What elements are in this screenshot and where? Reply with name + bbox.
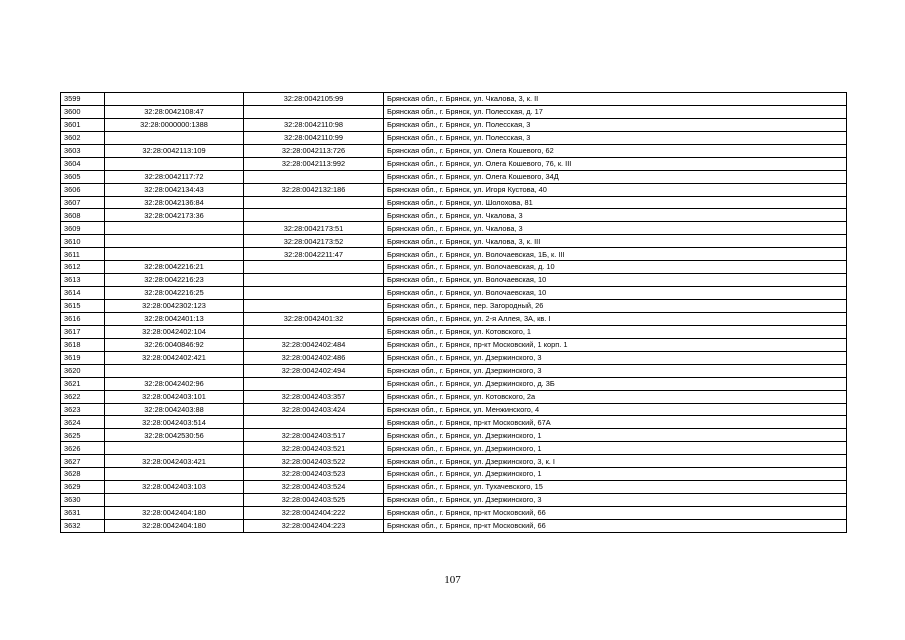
cadastral-number-cell	[105, 222, 244, 235]
record-number-cell: 3632	[61, 519, 105, 532]
table-row	[61, 403, 847, 416]
cadastral-number-cell: 32:28:0042134:43	[105, 183, 244, 196]
address-cell: Брянская обл., г. Брянск, ул. Полесская, 3	[384, 131, 847, 144]
table-row	[61, 351, 847, 364]
record-number-cell: 3626	[61, 442, 105, 455]
address-cell: Брянская обл., г. Брянск, ул. Волочаевская, 10	[384, 274, 847, 287]
table-row	[61, 519, 847, 532]
related-cadastral-number-cell	[244, 300, 384, 313]
related-cadastral-number-cell: 32:28:0042113:992	[244, 157, 384, 170]
address-cell: Брянская обл., г. Брянск, ул. Волочаевская, д. 10	[384, 261, 847, 274]
address-cell: Брянская обл., г. Брянск, ул. Дзержинского, 1	[384, 429, 847, 442]
record-number-cell: 3602	[61, 131, 105, 144]
record-number-cell: 3614	[61, 287, 105, 300]
table-row	[61, 170, 847, 183]
record-number-cell: 3601	[61, 118, 105, 131]
table-row	[61, 118, 847, 131]
cadastral-number-cell: 32:28:0000000:1388	[105, 118, 244, 131]
table-row	[61, 196, 847, 209]
cadastral-number-cell: 32:28:0042302:123	[105, 300, 244, 313]
property-registry-table	[60, 92, 847, 533]
related-cadastral-number-cell: 32:28:0042403:525	[244, 494, 384, 507]
related-cadastral-number-cell: 32:28:0042402:484	[244, 338, 384, 351]
cadastral-number-cell: 32:28:0042401:13	[105, 312, 244, 325]
table-row	[61, 377, 847, 390]
address-cell: Брянская обл., г. Брянск, ул. Чкалова, 3, к. III	[384, 235, 847, 248]
cadastral-number-cell: 32:28:0042403:88	[105, 403, 244, 416]
address-cell: Брянская обл., г. Брянск, ул. Дзержинского, 3, к. I	[384, 455, 847, 468]
table-row	[61, 338, 847, 351]
related-cadastral-number-cell: 32:28:0042403:523	[244, 468, 384, 481]
table-row	[61, 222, 847, 235]
record-number-cell: 3604	[61, 157, 105, 170]
related-cadastral-number-cell: 32:28:0042173:52	[244, 235, 384, 248]
related-cadastral-number-cell: 32:28:0042401:32	[244, 312, 384, 325]
related-cadastral-number-cell	[244, 416, 384, 429]
address-cell: Брянская обл., г. Брянск, пр-кт Московский, 66	[384, 507, 847, 520]
related-cadastral-number-cell: 32:28:0042402:486	[244, 351, 384, 364]
address-cell: Брянская обл., г. Брянск, ул. Полесская, 3	[384, 118, 847, 131]
record-number-cell: 3620	[61, 364, 105, 377]
related-cadastral-number-cell: 32:28:0042403:357	[244, 390, 384, 403]
related-cadastral-number-cell: 32:28:0042110:99	[244, 131, 384, 144]
table-row	[61, 261, 847, 274]
record-number-cell: 3623	[61, 403, 105, 416]
table-row	[61, 287, 847, 300]
record-number-cell: 3611	[61, 248, 105, 261]
related-cadastral-number-cell: 32:28:0042211:47	[244, 248, 384, 261]
cadastral-number-cell: 32:28:0042173:36	[105, 209, 244, 222]
related-cadastral-number-cell: 32:28:0042403:517	[244, 429, 384, 442]
cadastral-number-cell: 32:26:0040846:92	[105, 338, 244, 351]
record-number-cell: 3608	[61, 209, 105, 222]
cadastral-number-cell: 32:28:0042113:109	[105, 144, 244, 157]
related-cadastral-number-cell	[244, 377, 384, 390]
cadastral-number-cell: 32:28:0042404:180	[105, 519, 244, 532]
record-number-cell: 3628	[61, 468, 105, 481]
table-row	[61, 312, 847, 325]
record-number-cell: 3627	[61, 455, 105, 468]
table-row	[61, 209, 847, 222]
record-number-cell: 3606	[61, 183, 105, 196]
cadastral-number-cell: 32:28:0042136:84	[105, 196, 244, 209]
table-row	[61, 416, 847, 429]
table-row	[61, 429, 847, 442]
table-row	[61, 300, 847, 313]
table-row	[61, 93, 847, 106]
related-cadastral-number-cell	[244, 209, 384, 222]
record-number-cell: 3613	[61, 274, 105, 287]
table-row	[61, 494, 847, 507]
address-cell: Брянская обл., г. Брянск, ул. Олега Кошевого, 34Д	[384, 170, 847, 183]
related-cadastral-number-cell: 32:28:0042403:521	[244, 442, 384, 455]
address-cell: Брянская обл., г. Брянск, ул. Волочаевская, 1Б, к. III	[384, 248, 847, 261]
address-cell: Брянская обл., г. Брянск, ул. Шолохова, 81	[384, 196, 847, 209]
cadastral-number-cell: 32:28:0042108:47	[105, 105, 244, 118]
cadastral-number-cell: 32:28:0042216:25	[105, 287, 244, 300]
address-cell: Брянская обл., г. Брянск, ул. Волочаевская, 10	[384, 287, 847, 300]
table-row	[61, 144, 847, 157]
related-cadastral-number-cell: 32:28:0042105:99	[244, 93, 384, 106]
table-row	[61, 105, 847, 118]
address-cell: Брянская обл., г. Брянск, ул. 2-я Аллея, 3А, кв. I	[384, 312, 847, 325]
related-cadastral-number-cell: 32:28:0042403:524	[244, 481, 384, 494]
table-row	[61, 131, 847, 144]
table-row	[61, 274, 847, 287]
address-cell: Брянская обл., г. Брянск, ул. Дзержинского, 3	[384, 494, 847, 507]
table-row	[61, 157, 847, 170]
table-row	[61, 364, 847, 377]
related-cadastral-number-cell	[244, 196, 384, 209]
record-number-cell: 3600	[61, 105, 105, 118]
related-cadastral-number-cell	[244, 105, 384, 118]
record-number-cell: 3599	[61, 93, 105, 106]
address-cell: Брянская обл., г. Брянск, ул. Чкалова, 3, к. II	[384, 93, 847, 106]
table-row	[61, 468, 847, 481]
address-cell: Брянская обл., г. Брянск, ул. Дзержинского, 1	[384, 442, 847, 455]
registry-table-body	[61, 93, 847, 533]
cadastral-number-cell	[105, 235, 244, 248]
cadastral-number-cell	[105, 442, 244, 455]
cadastral-number-cell: 32:28:0042117:72	[105, 170, 244, 183]
table-row	[61, 507, 847, 520]
cadastral-number-cell: 32:28:0042403:103	[105, 481, 244, 494]
record-number-cell: 3618	[61, 338, 105, 351]
record-number-cell: 3624	[61, 416, 105, 429]
record-number-cell: 3603	[61, 144, 105, 157]
record-number-cell: 3617	[61, 325, 105, 338]
cadastral-number-cell: 32:28:0042402:104	[105, 325, 244, 338]
table-row	[61, 235, 847, 248]
record-number-cell: 3609	[61, 222, 105, 235]
cadastral-number-cell: 32:28:0042403:514	[105, 416, 244, 429]
address-cell: Брянская обл., г. Брянск, ул. Тухачевского, 15	[384, 481, 847, 494]
cadastral-number-cell	[105, 131, 244, 144]
cadastral-number-cell: 32:28:0042402:96	[105, 377, 244, 390]
address-cell: Брянская обл., г. Брянск, пр-кт Московский, 1 корп. 1	[384, 338, 847, 351]
record-number-cell: 3631	[61, 507, 105, 520]
address-cell: Брянская обл., г. Брянск, ул. Чкалова, 3	[384, 209, 847, 222]
table-row	[61, 442, 847, 455]
record-number-cell: 3612	[61, 261, 105, 274]
address-cell: Брянская обл., г. Брянск, ул. Котовского, 1	[384, 325, 847, 338]
address-cell: Брянская обл., г. Брянск, ул. Игоря Кустова, 40	[384, 183, 847, 196]
address-cell: Брянская обл., г. Брянск, ул. Дзержинского, д. 3Б	[384, 377, 847, 390]
related-cadastral-number-cell	[244, 274, 384, 287]
related-cadastral-number-cell: 32:28:0042404:222	[244, 507, 384, 520]
cadastral-number-cell: 32:28:0042530:56	[105, 429, 244, 442]
address-cell: Брянская обл., г. Брянск, ул. Олега Кошевого, 62	[384, 144, 847, 157]
record-number-cell: 3625	[61, 429, 105, 442]
related-cadastral-number-cell: 32:28:0042402:494	[244, 364, 384, 377]
address-cell: Брянская обл., г. Брянск, ул. Менжинского, 4	[384, 403, 847, 416]
record-number-cell: 3622	[61, 390, 105, 403]
address-cell: Брянская обл., г. Брянск, ул. Полесская, д. 17	[384, 105, 847, 118]
cadastral-number-cell: 32:28:0042403:421	[105, 455, 244, 468]
address-cell: Брянская обл., г. Брянск, пр-кт Московский, 67А	[384, 416, 847, 429]
record-number-cell: 3621	[61, 377, 105, 390]
record-number-cell: 3630	[61, 494, 105, 507]
address-cell: Брянская обл., г. Брянск, ул. Дзержинского, 3	[384, 364, 847, 377]
record-number-cell: 3610	[61, 235, 105, 248]
address-cell: Брянская обл., г. Брянск, ул. Дзержинского, 3	[384, 351, 847, 364]
address-cell: Брянская обл., г. Брянск, ул. Олега Кошевого, 76, к. III	[384, 157, 847, 170]
cadastral-number-cell: 32:28:0042402:421	[105, 351, 244, 364]
record-number-cell: 3605	[61, 170, 105, 183]
address-cell: Брянская обл., г. Брянск, ул. Дзержинского, 1	[384, 468, 847, 481]
address-cell: Брянская обл., г. Брянск, ул. Котовского, 2а	[384, 390, 847, 403]
record-number-cell: 3616	[61, 312, 105, 325]
record-number-cell: 3629	[61, 481, 105, 494]
address-cell: Брянская обл., г. Брянск, ул. Чкалова, 3	[384, 222, 847, 235]
cadastral-number-cell	[105, 468, 244, 481]
page-number: 107	[444, 574, 461, 586]
table-row	[61, 183, 847, 196]
cadastral-number-cell	[105, 248, 244, 261]
related-cadastral-number-cell: 32:28:0042403:424	[244, 403, 384, 416]
related-cadastral-number-cell	[244, 325, 384, 338]
address-cell: Брянская обл., г. Брянск, пер. Загородный, 26	[384, 300, 847, 313]
related-cadastral-number-cell	[244, 261, 384, 274]
related-cadastral-number-cell: 32:28:0042404:223	[244, 519, 384, 532]
related-cadastral-number-cell	[244, 170, 384, 183]
table-row	[61, 455, 847, 468]
related-cadastral-number-cell	[244, 287, 384, 300]
table-row	[61, 481, 847, 494]
cadastral-number-cell: 32:28:0042216:23	[105, 274, 244, 287]
record-number-cell: 3607	[61, 196, 105, 209]
cadastral-number-cell: 32:28:0042403:101	[105, 390, 244, 403]
cadastral-number-cell: 32:28:0042404:180	[105, 507, 244, 520]
table-row	[61, 390, 847, 403]
table-row	[61, 248, 847, 261]
cadastral-number-cell: 32:28:0042216:21	[105, 261, 244, 274]
cadastral-number-cell	[105, 494, 244, 507]
cadastral-number-cell	[105, 157, 244, 170]
table-row	[61, 325, 847, 338]
cadastral-number-cell	[105, 364, 244, 377]
related-cadastral-number-cell: 32:28:0042173:51	[244, 222, 384, 235]
related-cadastral-number-cell: 32:28:0042113:726	[244, 144, 384, 157]
record-number-cell: 3619	[61, 351, 105, 364]
related-cadastral-number-cell: 32:28:0042403:522	[244, 455, 384, 468]
cadastral-number-cell	[105, 93, 244, 106]
related-cadastral-number-cell: 32:28:0042110:98	[244, 118, 384, 131]
address-cell: Брянская обл., г. Брянск, пр-кт Московский, 66	[384, 519, 847, 532]
related-cadastral-number-cell: 32:28:0042132:186	[244, 183, 384, 196]
record-number-cell: 3615	[61, 300, 105, 313]
